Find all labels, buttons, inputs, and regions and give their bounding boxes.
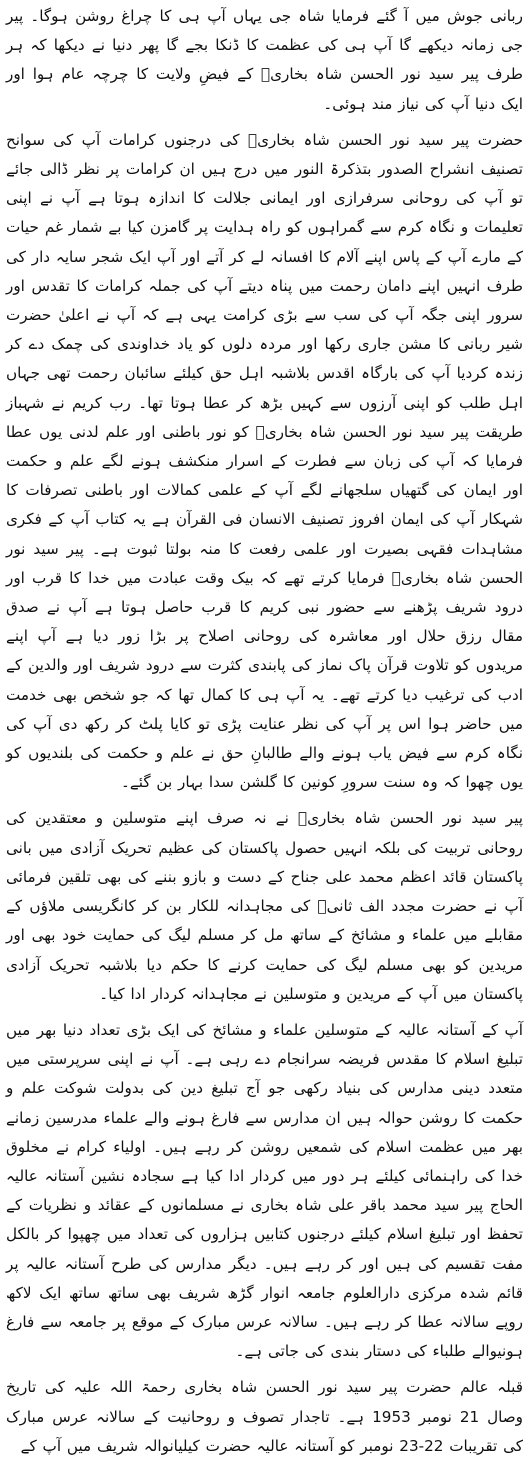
article-paragraph-4: آپ کے آستانہ عالیہ کے متوسلین علماء و مشائخ کی ایک بڑی تعداد دنیا بھر میں تبلیغ اسلام کا مقدس فریضہ سرانجام دے رہی ہے۔ آپ نے اپنی سرپرستی میں متعدد دینی مدارس کی بنیاد رکھی جو آج تبلیغ دین کی بدولت شوکت علم و حکمت کا روشن حوالہ ہیں ان مدارس سے فارغ ہونے والے علماء مدرسین زمانے بھر میں عظمت اسلام کی شمعیں روشن کر رہے ہیں۔ اولیاء کرام نے مخلوق خدا کی راہنمائی کیلئے ہر دور میں کردار ادا کیا ہے سجادہ نشین آستانہ عالیہ الحاج پیر سید محمد باقر علی شاہ بخاری نے مسلمانوں کے عقائد و نظریات کے تحفظ اور تبلیغ اسلام کیلئے درجنوں کتابیں ہزاروں کی تعداد میں چھپوا کر بالکل مفت تقسیم کی ہیں اور کر رہے ہیں۔ دیگر مدارس کی طرح آستانہ عالیہ پر قائم شدہ مرکزی دارالعلوم جامعہ انوار گڑھ شریف بھی ساتھ ساتھ ایک لاکھ روپے سالانہ عطا کر رہے ہیں۔ سالانہ عرس مبارک کے موقع پر جامعہ سے فارغ ہونیوالے طلباء کی دستار بندی کی جاتی ہے۔ — [6, 1020, 523, 1361]
article-paragraph-3: پیر سید نور الحسن شاہ بخاریؒ نے نہ صرف اپنے متوسلین و معتقدین کی روحانی تربیت کی بلکہ انہیں حصول پاکستان کی عظیم تحریک آزادی میں بانی پاکستان قائد اعظم محمد علی جناح کے دست و بازو بننے کی بھی تلقین فرمائی آپ نے حضرت مجدد الف ثانیؒ کی مجاہدانہ للکار بن کر کانگریسی ملاؤں کے مقابلے میں علماء و مشائخ کے ساتھ مل کر مسلم لیگ کی حمایت خود بھی اور مریدین کو بھی مسلم لیگ کی حمایت کرنے کا حکم دیا بلاشبہ تحریک آزادی پاکستان میں آپ کے مریدین و متوسلین نے مجاہدانہ کردار ادا کیا۔ — [6, 809, 523, 1003]
article-paragraph-1: ربانی جوش میں آ گئے فرمایا شاہ جی یہاں آپ ہی کا چراغ روشن ہوگا۔ پیر جی زمانہ دیکھے گا آپ ہی کی عظمت کا ڈنکا بجے گا پھر دنیا نے دیکھا کہ ہر طرف پیر سید نور الحسن شاہ بخاریؒ کے فیضِ ولایت کا چرچہ عام ہوا اور ایک دنیا آپ کی نیاز مند ہوئی۔ — [6, 7, 523, 113]
article-paragraph-2: حضرت پیر سید نور الحسن شاہ بخاریؒ کی درجنوں کرامات آپ کی سوانح تصنیف انشراح الصدور بتذکرۃ النور میں درج ہیں ان کرامات پر نظر ڈالی جائے تو آپ کی روحانی سرفرازی اور ایمانی جلالت کا اندازہ ہوتا ہے آپ نے اپنی تعلیمات و نگاہ کرم سے گمراہوں کو راہ ہدایت پر گامزن کیا بے شمار غم حیات کے مارے آپ کے پاس اپنے آلام کا افسانہ لے کر آتے اور آپ ایک شجر سایہ دار کی طرف انہیں اپنے دامان رحمت میں پناہ دیتے آپ کی جملہ کرامات کا تقدس اور سرور اپنی جگہ آپ کی سب سے بڑی کرامت یہی ہے کہ آپ نے اعلیٰ حضرت شیر ربانی کا مشن جاری رکھا اور مردہ دلوں کو یاد خداوندی کی چمک دے کر زندہ کردیا آپ کی بارگاہ اقدس بلاشبہ اہل حق کیلئے سائبان رحمت تھی جہاں اہل طلب کو اپنی آرزوں سے کہیں بڑھ کر عطا ہوتا تھا۔ رب کریم نے شہباز طریقت پیر سید نور الحسن شاہ بخاریؒ کو نور باطنی اور علم لدنی یوں عطا فرمایا کہ آپ کی زبان سے فطرت کے اسرار منکشف ہونے لگے علم و حکمت اور ایمان کی گتھیاں سلجھانے لگے آپ کے علمی کمالات اور باطنی تصرفات کا شہکار آپ کی ایمان افروز تصنیف الانسان فی القرآن ہے یہ کتاب آپ کے فکری مشاہدات فقہی بصیرت اور علمی رفعت کا منہ بولتا ثبوت ہے۔ پیر سید نور الحسن شاہ بخاریؒ فرمایا کرتے تھے کہ بیک وقت عبادت میں خدا کا قرب اور درود شریف پڑھنے سے حضور نبی کریم کا قرب حاصل ہوتا ہے آپ نے صدق مقال رزق حلال اور معاشرہ کی روحانی اصلاح پر بڑا زور دیا ہے آپ اپنے مریدوں کو تلاوت قرآن پاک نماز کی پابندی کثرت سے درود شریف اور والدین کے ادب کی ترغیب دیا کرتے تھے۔ یہ آپ ہی کا کمال تھا کہ جو شخص بھی خدمت میں حاضر ہوا اس پر آپ کی نظر عنایت پڑی تو کایا پلٹ کر رکھ دی آپ کی نگاہ کرم سے فیض یاب ہونے والے طالبانِ حق نے علم و حکمت کی بلندیوں کو یوں چھوا کہ وہ سنت سرورِ کونین کا گلشن سدا بہار بن گئے۔ — [6, 130, 523, 792]
article-paragraph-5: قبلہ عالم حضرت پیر سید نور الحسن شاہ بخاری رحمۃ اللہ علیہ کی تاریخ وصال 21 نومبر 1953 ہے۔ تاجدار تصوف و روحانیت کے سالانہ عرس مبارک کی تقریبات 22-23 نومبر کو آستانہ عالیہ حضرت کیلیانوالہ شریف میں آپ کے — [6, 1378, 523, 1455]
